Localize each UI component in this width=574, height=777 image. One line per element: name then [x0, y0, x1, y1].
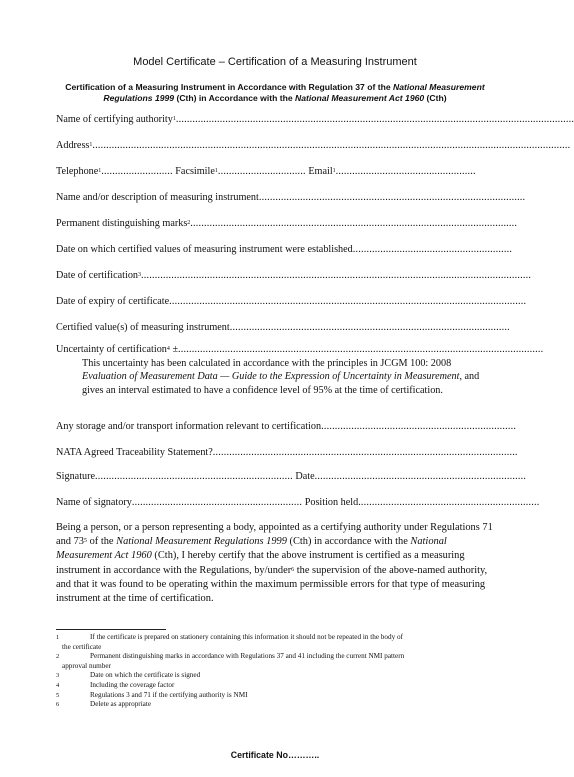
subtitle-text: (Cth): [424, 93, 447, 103]
footnote-ref: 1: [98, 168, 102, 174]
uncertainty-statement-text: , and gives an interval estimated to have a confidence level of 95% at the time of certification.: [82, 371, 480, 396]
footnote-ref: 1: [89, 142, 93, 148]
signatory-name-label: Name of signatory: [56, 497, 132, 508]
instrument-description-label: Name and/or description of measuring instrument: [56, 192, 259, 203]
footnote-text: [90, 633, 500, 643]
declaration-text: the supervision of the above-named authority, and that it was found to be operating within the maximum permissible errors for that type of measuring instrument at the time of certification.: [56, 564, 488, 605]
footnote-text-line: Date on which the certificate is signed: [90, 671, 201, 680]
date-field[interactable]: Date.............................................................................: [295, 471, 527, 482]
declaration-text: Being a person, or a person representing a body, appointed as a certifying authority under Regulations 71 and 73: [56, 522, 493, 548]
declaration-act-title: National Measurement Act 1960: [56, 536, 447, 562]
footnote-2: [56, 652, 500, 662]
plus-minus-sign: ±: [169, 344, 179, 355]
telephone-label: Telephone: [56, 166, 99, 177]
footnote-2-continuation: [56, 662, 500, 672]
telephone-field[interactable]: Telephone$^1$..........................: [56, 166, 173, 177]
signatory-name-field[interactable]: Name of signatory..............................................................: [56, 497, 303, 508]
footnote-ref: 6: [291, 566, 295, 573]
nata-statement-label: NATA Agreed Traceability Statement?: [56, 447, 213, 458]
certifying-authority-label: Name of certifying authority: [56, 114, 173, 125]
distinguishing-marks-label: Permanent distinguishing marks: [56, 218, 188, 229]
date-label: Date: [295, 471, 315, 482]
subtitle-text: (Cth) in Accordance with the: [174, 93, 296, 103]
subtitle-regulations-title: National Measurement Regulations 1999: [103, 82, 485, 103]
email-label: Email: [308, 166, 333, 177]
email-field[interactable]: Email$^1$...................................................: [308, 166, 476, 177]
date-established-field[interactable]: Date on which certified values of measuring instrument were established..........................................................: [56, 244, 513, 255]
footnote-5: [56, 691, 500, 701]
uncertainty-guide-title: Evaluation of Measurement Data — Guide to the Expression of Uncertainty in Measurement: [82, 371, 460, 383]
footnote-number: 3: [56, 672, 60, 680]
subtitle-text: Certification of a Measuring Instrument in Accordance with Regulation 37 of the: [65, 82, 393, 92]
footnote-number: 6: [56, 701, 60, 709]
address-label: Address: [56, 140, 90, 151]
document-title: Model Certificate – Certification of a Measuring Instrument: [133, 56, 417, 68]
signature-field[interactable]: Signature........................................................................: [56, 471, 293, 482]
uncertainty-field[interactable]: Uncertainty of certification$^4$ ±.....................................................................................................................................: [56, 344, 544, 355]
date-established-label: Date on which certified values of measuring instrument were established: [56, 244, 353, 255]
signature-date-row: [56, 470, 527, 484]
uncertainty-statement: [82, 357, 496, 397]
footnote-4: [56, 681, 500, 691]
storage-transport-field[interactable]: Any storage and/or transport information relevant to certification.......................................................................: [56, 421, 517, 432]
footnote-text-line: Delete as appropriate: [90, 700, 152, 709]
declaration-text: of the: [87, 536, 117, 548]
footnote-divider: [56, 629, 166, 630]
footnotes: [56, 633, 500, 710]
footnote-ref: 1: [214, 168, 218, 174]
date-of-certification-field[interactable]: Date of certification$^3$..............................................................................................................................................: [56, 270, 532, 281]
declaration-regulations-title: National Measurement Regulations 1999: [116, 536, 287, 548]
date-of-expiry-field[interactable]: Date of expiry of certificate..................................................................................................................................: [56, 296, 527, 307]
facsimile-field[interactable]: Facsimile$^1$................................: [175, 166, 306, 177]
certified-values-field[interactable]: Certified value(s) of measuring instrument......................................................................................................: [56, 322, 510, 333]
footnote-ref: 1: [332, 168, 336, 174]
footnote-ref: 4: [166, 346, 170, 352]
footnote-ref: 5: [84, 538, 87, 545]
footnote-1-continuation: [56, 643, 500, 653]
footnote-number: 1: [56, 634, 60, 641]
document-subtitle: [40, 82, 510, 104]
footnote-text-line: Regulations 3 and 71 if the certifying authority is NMI: [90, 690, 248, 699]
certification-declaration: [56, 521, 498, 606]
footnote-number: 2: [56, 653, 60, 661]
footnote-3: [56, 671, 500, 681]
signature-label: Signature: [56, 471, 96, 482]
storage-transport-label: Any storage and/or transport information relevant to certification: [56, 421, 322, 432]
certifying-authority-field[interactable]: Name of certifying authority$^1$.................................................................................................................................................: [56, 114, 574, 125]
declaration-text: (Cth), I hereby certify that the above instrument is certified as a measuring instrument in accordance with the Regulations, by/under: [56, 550, 465, 576]
footnote-number: 5: [56, 691, 60, 699]
footnote-1: [56, 633, 500, 643]
footnote-text-line: approval number: [62, 661, 111, 670]
footnote-6: [56, 700, 500, 710]
footnote-ref: 3: [138, 272, 142, 278]
uncertainty-label: Uncertainty of certification: [56, 344, 167, 355]
certified-values-label: Certified value(s) of measuring instrument: [56, 322, 230, 333]
footnote-number: 4: [56, 681, 60, 689]
date-of-certification-label: Date of certification: [56, 270, 139, 281]
position-held-label: Position held: [304, 497, 359, 508]
facsimile-label: Facsimile: [175, 166, 215, 177]
footnote-text-line: Permanent distinguishing marks in accordance with Regulations 37 and 41 including the current NMI pattern: [90, 652, 405, 661]
date-of-expiry-label: Date of expiry of certificate: [56, 296, 170, 307]
certificate-number: Certificate No………..: [230, 750, 320, 760]
footnote-ref: 2: [187, 220, 191, 226]
instrument-description-field[interactable]: Name and/or description of measuring instrument.................................................................................................: [56, 192, 526, 203]
position-held-field[interactable]: Position held..................................................................: [304, 497, 540, 508]
footnote-text-line: Including the coverage factor: [90, 680, 175, 689]
subtitle-act-title: National Measurement Act 1960: [295, 93, 425, 103]
contact-field-row: [56, 165, 496, 179]
footnote-text-line: If the certificate is prepared on stationery containing this information it should not be repeated in the body of: [90, 633, 403, 641]
footnote-text-line: the certificate: [62, 642, 102, 651]
footnote-ref: 1: [172, 116, 176, 122]
declaration-text: (Cth) in accordance with the: [286, 536, 411, 548]
nata-statement-field[interactable]: NATA Agreed Traceability Statement?...............................................................................................................: [56, 447, 518, 458]
uncertainty-statement-text: This uncertainty has been calculated in accordance with the principles in JCGM 100: 2008: [82, 358, 452, 369]
address-field[interactable]: Address$^1$..............................................................................................................................................................................: [56, 140, 571, 151]
distinguishing-marks-field[interactable]: Permanent distinguishing marks$^2$.......................................................................................................................: [56, 218, 518, 229]
signatory-position-row: [56, 496, 540, 510]
